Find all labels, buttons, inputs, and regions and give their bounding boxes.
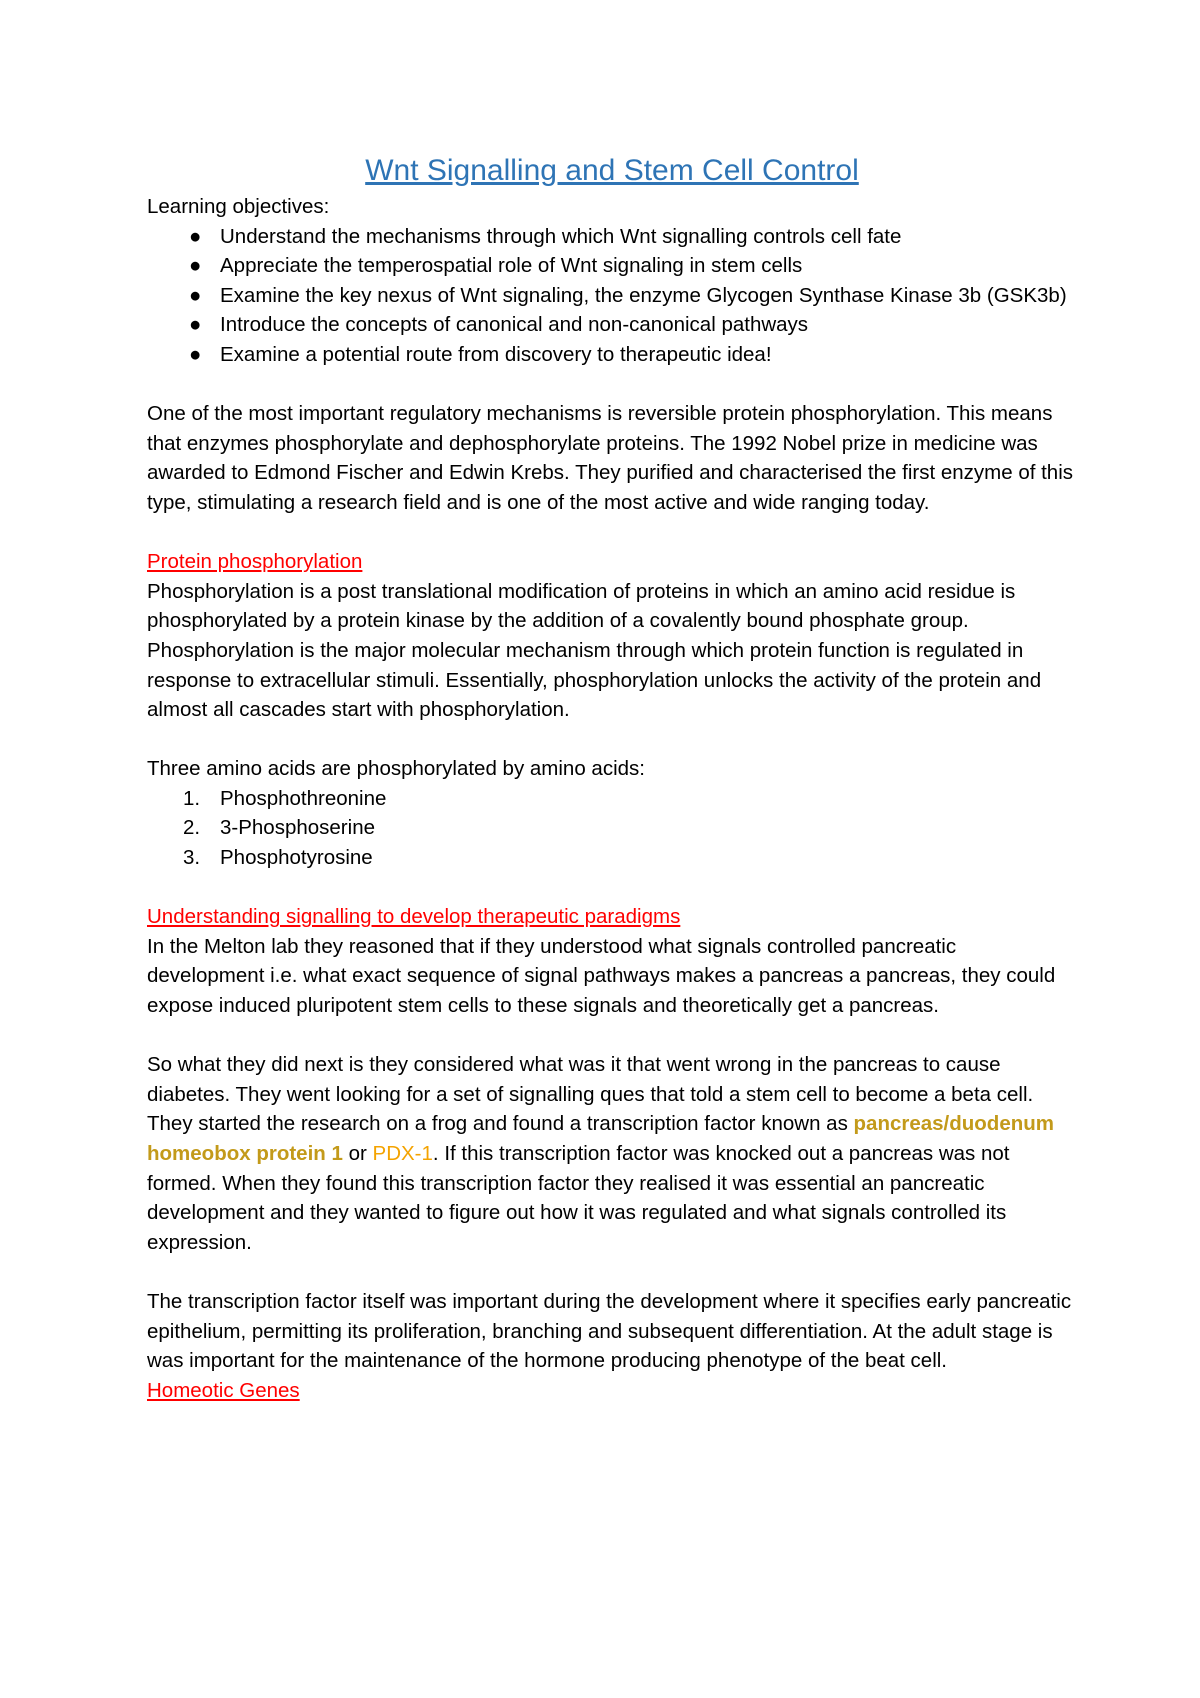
amino-acids-list <box>147 784 1077 873</box>
bullet-icon: ● <box>189 254 202 278</box>
therapeutic-paragraph-2: So what they did next is they considered what was it that went wrong in the pancreas to cause diabetes. They went looking for a set of signalling ques that told a stem cell to become a beta cell. They started the research on a frog and found a transcription factor known as pancreas/duodenum homeobox protein 1 or PDX-1. If this transcription factor was knocked out a pancreas was not formed. When they found this transcription factor they realised it was essential an pancreatic development and they wanted to figure out how it was regulated and what signals controlled its expression. <box>147 1053 1055 1254</box>
section-heading-homeotic: Homeotic Genes <box>147 1378 300 1402</box>
list-item: ● Appreciate the temperospatial role of Wnt signaling in stem cells <box>147 251 1077 281</box>
section-heading-phosphorylation: Protein phosphorylation <box>147 550 363 574</box>
therapeutic-paragraph-1: In the Melton lab they reasoned that if they understood what signals controlled pancreatic development i.e. what exact sequence of signal pathways makes a pancreas a pancreas, they could expose induced pluripotent stem cells to these signals and theoretically get a pancreas. <box>147 934 1056 1018</box>
bullet-icon: ● <box>189 283 202 307</box>
amino-acids-label: Three amino acids are phosphorylated by amino acids: <box>147 757 645 781</box>
page-title: Wnt Signalling and Stem Cell Control <box>365 154 859 187</box>
document-content <box>147 150 1077 1405</box>
phosphorylation-paragraph: Phosphorylation is a post translational modification of proteins in which an amino acid residue is phosphorylated by a protein kinase by the addition of a covalently bound phosphate group. Phosphorylation is the major molecular mechanism through which protein function is regulated in response to extracellular stimuli. Essentially, phosphorylation unlocks the activity of the protein and almost all cascades start with phosphorylation. <box>147 579 1042 722</box>
bullet-icon: ● <box>189 224 202 248</box>
highlight-gene-name: pancreas/duodenum homeobox protein 1 <box>147 1112 1055 1165</box>
list-item: ● Introduce the concepts of canonical and non-canonical pathways <box>147 310 1077 340</box>
intro-paragraph: One of the most important regulatory mechanisms is reversible protein phosphorylation. This means that enzymes phosphorylate and dephosphorylate proteins. The 1992 Nobel prize in medicine was awarded to Edmond Fischer and Edwin Krebs. They purified and characterised the first enzyme of this type, stimulating a research field and is one of the most active and wide ranging today. <box>147 402 1074 514</box>
list-item: 1. Phosphothreonine <box>183 786 387 810</box>
highlight-gene-abbrev: PDX-1 <box>372 1142 433 1165</box>
list-item: ● Examine the key nexus of Wnt signaling, the enzyme Glycogen Synthase Kinase 3b (GSK3b) <box>147 281 1077 311</box>
list-item: 2. 3-Phosphoserine <box>183 816 375 840</box>
list-item: 3. Phosphotyrosine <box>183 846 373 870</box>
objectives-label: Learning objectives: <box>147 195 330 218</box>
bullet-icon: ● <box>189 313 202 337</box>
therapeutic-paragraph-3: The transcription factor itself was important during the development where it specifies early pancreatic epithelium, permitting its proliferation, branching and subsequent differentiation. At the adult stage is was important for the maintenance of the hormone producing phenotype of the beat cell. <box>147 1289 1072 1373</box>
bullet-icon: ● <box>189 342 202 366</box>
list-item: ● Examine a potential route from discovery to therapeutic idea! <box>147 340 1077 370</box>
list-item: ● Understand the mechanisms through which Wnt signalling controls cell fate <box>147 222 1077 252</box>
section-heading-therapeutic: Understanding signalling to develop therapeutic paradigms <box>147 905 681 929</box>
objectives-list <box>147 222 1077 370</box>
